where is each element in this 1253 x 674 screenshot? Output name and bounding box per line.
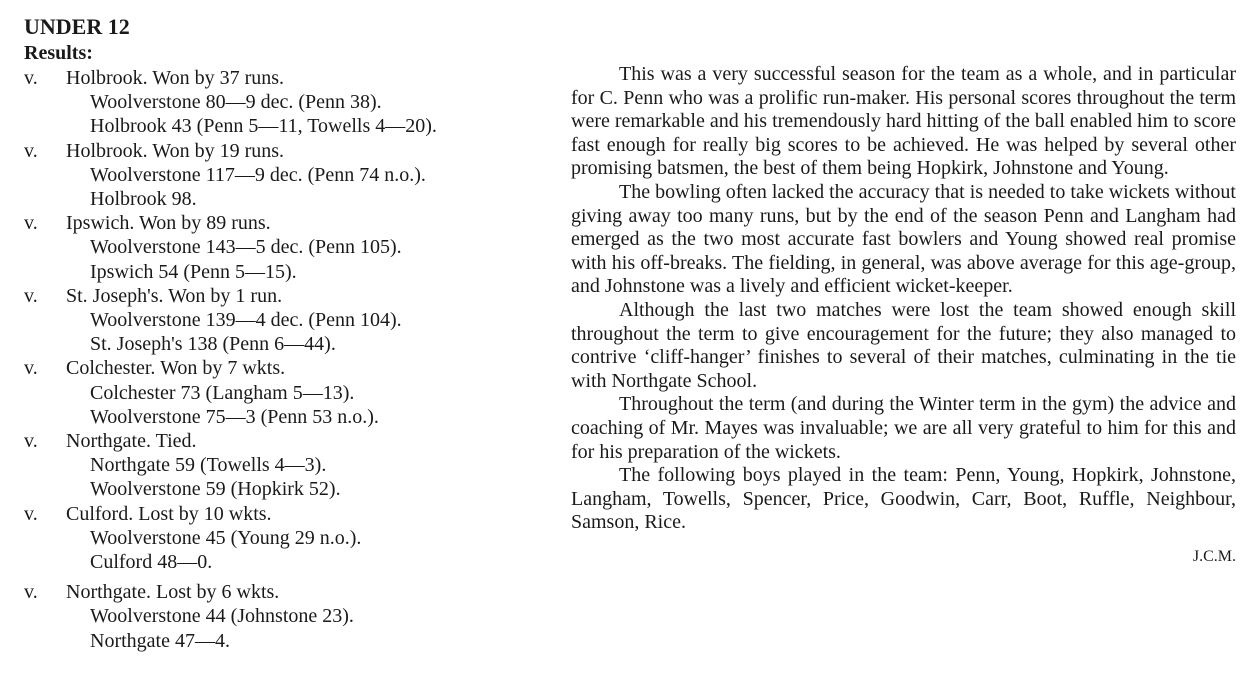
match-result: Ipswich. Won by 89 runs. bbox=[66, 212, 271, 235]
match-item bbox=[24, 139, 564, 212]
innings-score: St. Joseph's 138 (Penn 6—44). bbox=[90, 333, 336, 356]
match-title-line bbox=[24, 502, 564, 526]
innings-score: Woolverstone 117—9 dec. (Penn 74 n.o.). bbox=[90, 163, 426, 186]
versus-marker: v. bbox=[24, 581, 38, 604]
innings-score: Woolverstone 45 (Young 29 n.o.). bbox=[90, 526, 362, 549]
match-result: St. Joseph's. Won by 1 run. bbox=[66, 284, 283, 307]
versus-marker: v. bbox=[24, 67, 38, 89]
innings-score: Woolverstone 75—3 (Penn 53 n.o.). bbox=[90, 405, 379, 428]
versus-marker: v. bbox=[24, 430, 38, 453]
report-paragraph: Although the last two matches were lost the team showed enough skill throughout the term to give encouragement for the future; they also managed to contrive ‘cliff-hanger’ finishes to several of their matches, culminating in the tie with Northgate School. bbox=[571, 298, 1236, 392]
match-item bbox=[24, 580, 564, 653]
match-title-line bbox=[24, 429, 564, 453]
innings-score: Woolverstone 59 (Hopkirk 52). bbox=[90, 478, 341, 501]
match-title-line bbox=[24, 284, 564, 308]
report-paragraph: The bowling often lacked the accuracy that is needed to take wickets without giving away too many runs, but by the end of the season Penn and Langham had emerged as the two most accurate fast bowlers and Young showed real promise with his off-breaks. The fielding, in general, was above average for this age-group, and Johnstone was a lively and efficient wicket-keeper. bbox=[571, 180, 1236, 298]
report-column bbox=[571, 63, 1236, 568]
match-result: Holbrook. Won by 19 runs. bbox=[66, 139, 285, 162]
innings-score: Woolverstone 44 (Johnstone 23). bbox=[90, 605, 354, 628]
versus-marker: v. bbox=[24, 139, 38, 162]
versus-marker: v. bbox=[24, 284, 38, 307]
match-title-line bbox=[24, 580, 564, 604]
innings-score: Culford 48—0. bbox=[90, 551, 213, 574]
versus-marker: v. bbox=[24, 502, 38, 525]
match-item bbox=[24, 502, 564, 575]
match-item bbox=[24, 66, 564, 139]
results-label: Results: bbox=[24, 42, 93, 64]
match-item bbox=[24, 211, 564, 284]
section-heading: UNDER 12 bbox=[24, 14, 130, 39]
match-title-line bbox=[24, 211, 564, 235]
match-item bbox=[24, 429, 564, 502]
signature: J.C.M. bbox=[1192, 547, 1236, 565]
match-title-line bbox=[24, 66, 564, 90]
innings-score: Woolverstone 80—9 dec. (Penn 38). bbox=[90, 91, 382, 114]
match-result: Northgate. Lost by 6 wkts. bbox=[66, 581, 280, 604]
report-paragraph: Throughout the term (and during the Winter term in the gym) the advice and coaching of Mr. Mayes was invaluable; we are all very grateful to him for this and for his preparation of the wickets. bbox=[571, 393, 1236, 463]
versus-marker: v. bbox=[24, 212, 38, 235]
innings-score: Northgate 59 (Towells 4—3). bbox=[90, 454, 327, 477]
innings-score: Woolverstone 143—5 dec. (Penn 105). bbox=[90, 236, 402, 259]
report-paragraph: This was a very successful season for the team as a whole, and in particular for C. Penn who was a prolific run-maker. His personal scores throughout the term were remarkable and his tremendously hard hitting of the ball enabled him to score fast enough for really big scores to be achieved. He was helped by several other promising batsmen, the best of them being Hopkirk, Johnstone and Young. bbox=[571, 63, 1236, 180]
innings-score: Woolverstone 139—4 dec. (Penn 104). bbox=[90, 309, 402, 332]
innings-score: Holbrook 43 (Penn 5—11, Towells 4—20). bbox=[90, 115, 437, 138]
match-title-line bbox=[24, 356, 564, 380]
results-column bbox=[24, 14, 564, 653]
match-list bbox=[24, 66, 564, 653]
match-result: Culford. Lost by 10 wkts. bbox=[66, 502, 272, 525]
innings-score: Northgate 47—4. bbox=[90, 629, 230, 652]
match-item bbox=[24, 284, 564, 357]
innings-score: Ipswich 54 (Penn 5—15). bbox=[90, 260, 297, 283]
versus-marker: v. bbox=[24, 357, 38, 380]
innings-score: Holbrook 98. bbox=[90, 188, 197, 211]
match-item bbox=[24, 356, 564, 429]
report-body bbox=[571, 63, 1236, 535]
match-result: Colchester. Won by 7 wkts. bbox=[66, 357, 286, 380]
match-title-line bbox=[24, 139, 564, 163]
report-paragraph: The following boys played in the team: Penn, Young, Hopkirk, Johnstone, Langham, Towells, Spencer, Price, Goodwin, Carr, Boot, Ruffle, Neighbour, Samson, Rice. bbox=[571, 464, 1236, 534]
match-result: Holbrook. Won by 37 runs. bbox=[66, 67, 285, 89]
innings-score: Colchester 73 (Langham 5—13). bbox=[90, 381, 355, 404]
match-result: Northgate. Tied. bbox=[66, 430, 197, 453]
